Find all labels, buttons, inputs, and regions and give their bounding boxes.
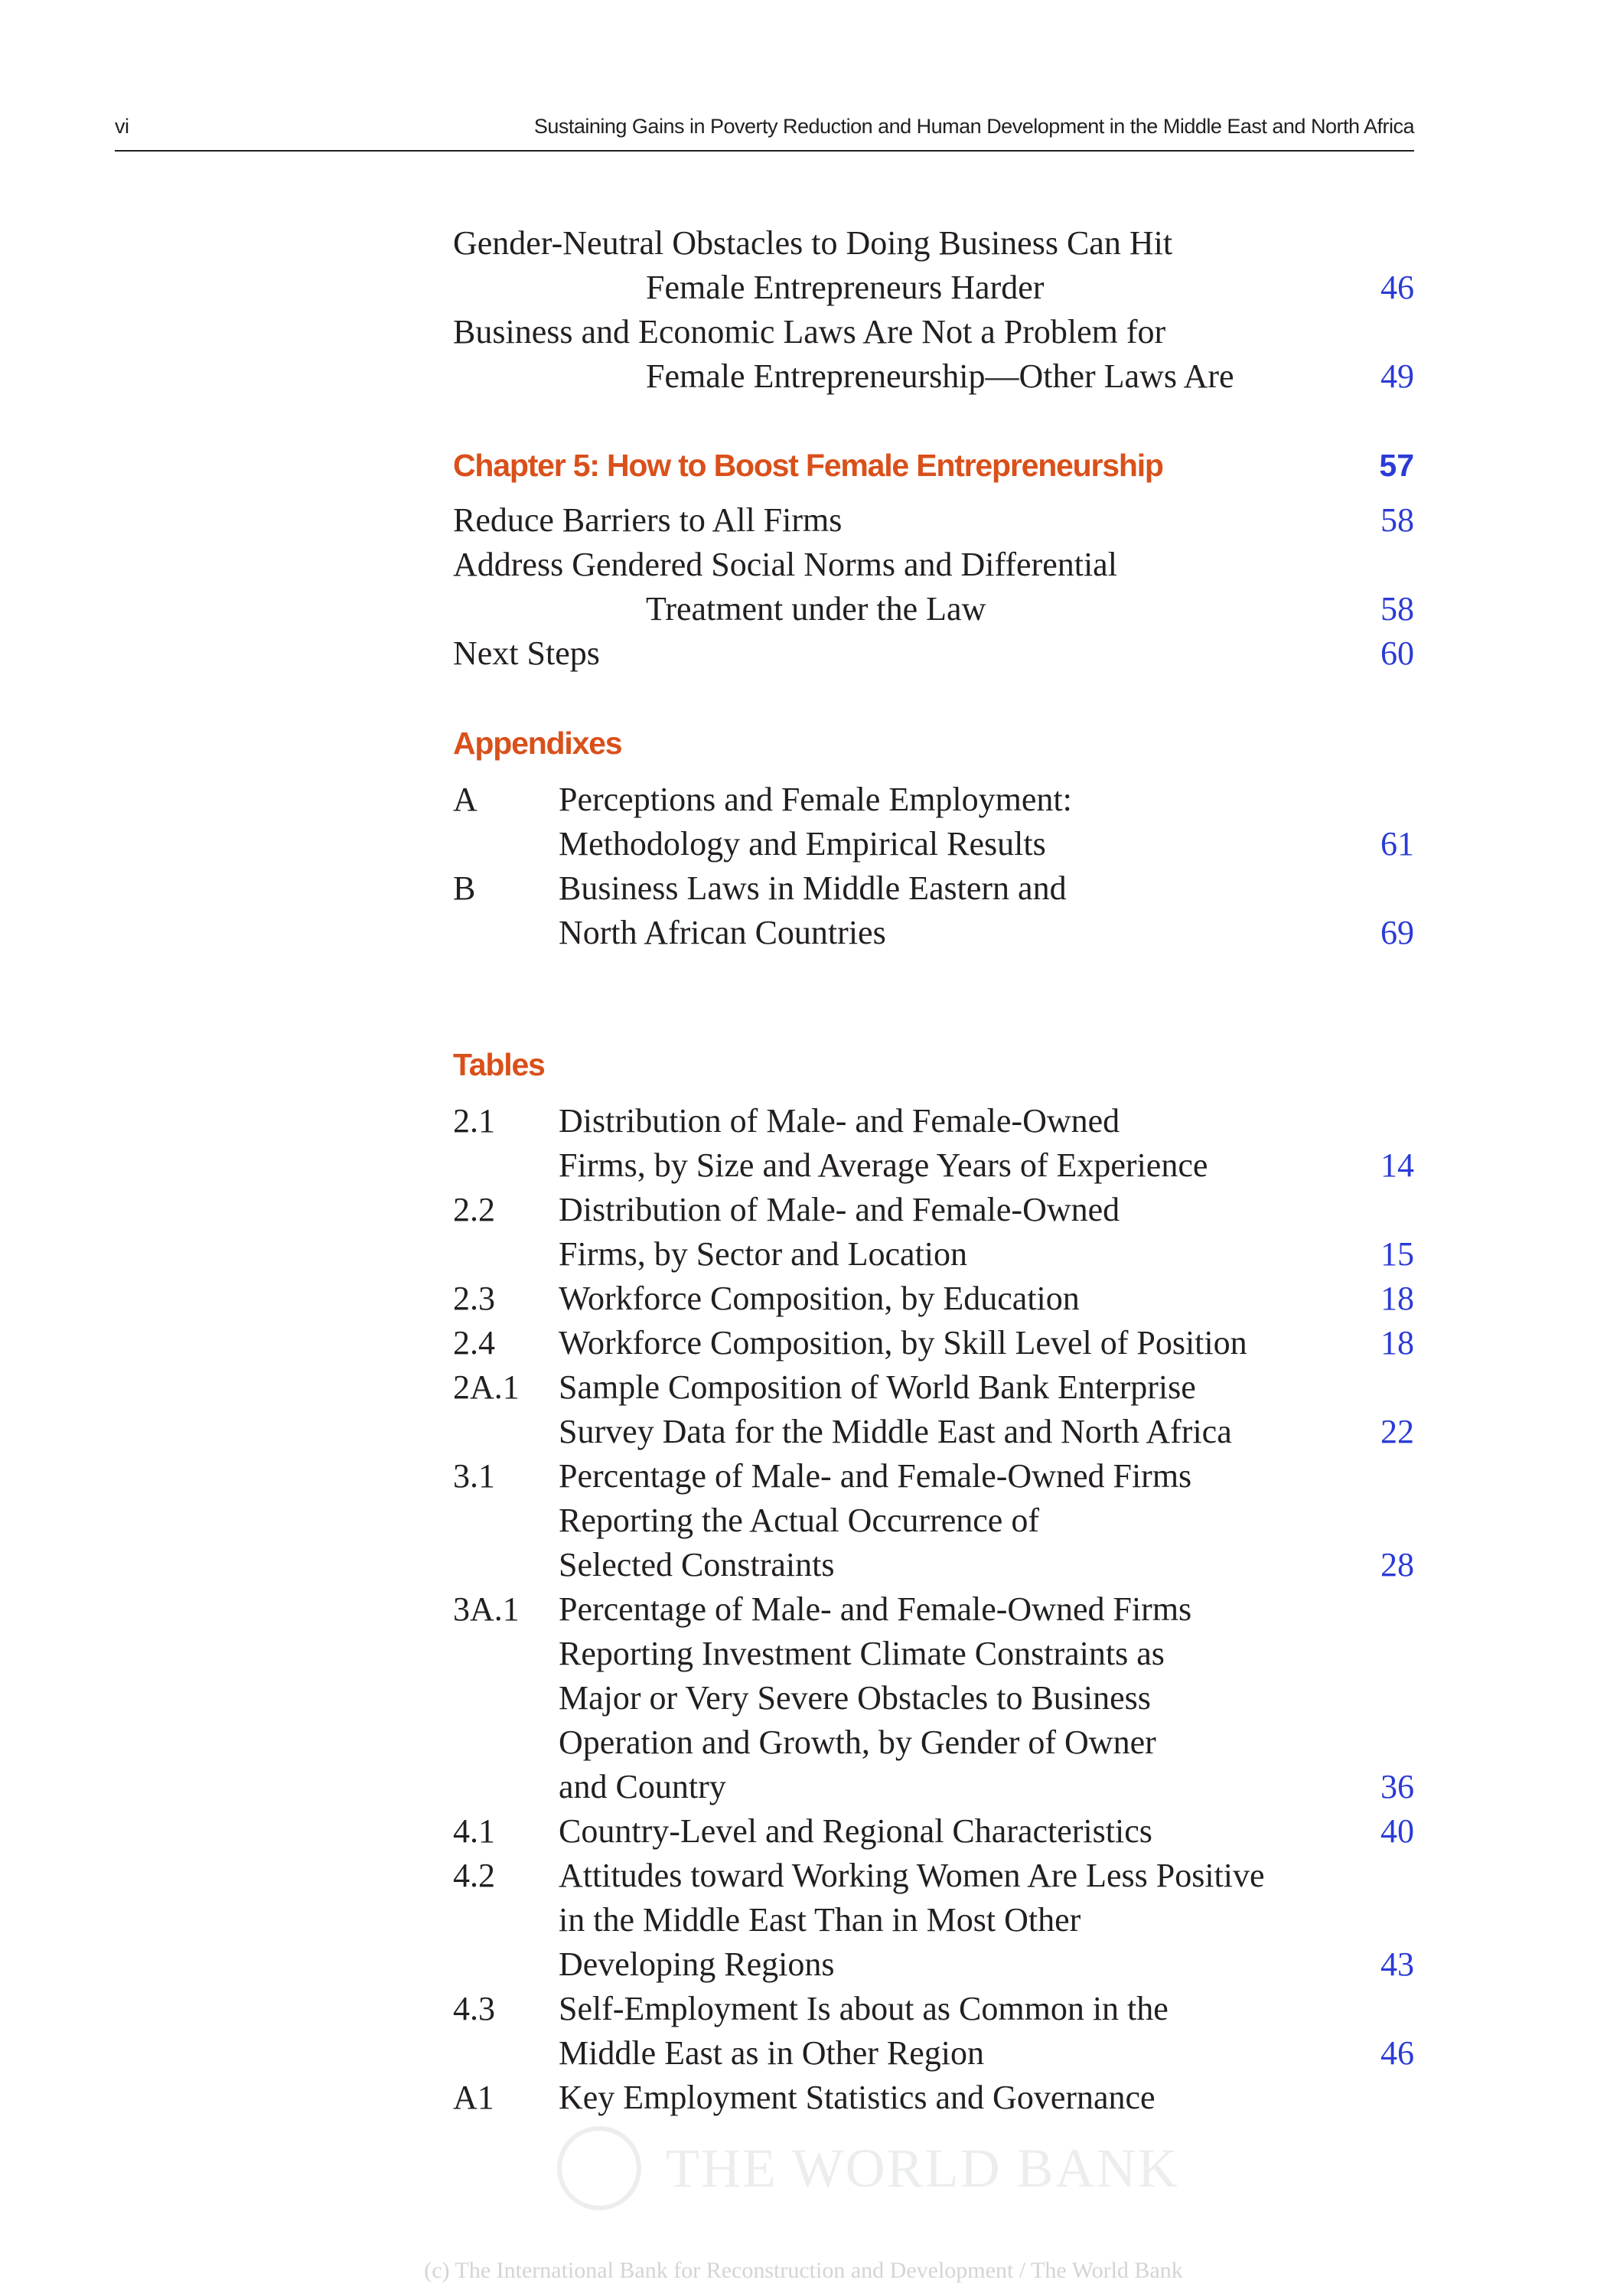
toc-page-number[interactable]: 43 xyxy=(1380,1945,1414,1983)
toc-entry-line[interactable] xyxy=(453,1454,1414,1499)
toc-entry-label: 2.1 xyxy=(453,1102,495,1140)
toc-entry-label: 3A.1 xyxy=(453,1590,520,1628)
toc-entry-label: B xyxy=(453,869,476,907)
toc-entry-title: Middle East as in Other Region xyxy=(559,2034,985,2072)
toc-entry-line[interactable] xyxy=(453,822,1414,866)
toc-entry-label: 2.3 xyxy=(453,1280,495,1317)
toc-page-number[interactable]: 40 xyxy=(1380,1812,1414,1850)
toc-entry-line[interactable] xyxy=(453,1898,1414,1942)
toc-entry-label: 2A.1 xyxy=(453,1368,520,1406)
toc-page-number[interactable]: 36 xyxy=(1380,1768,1414,1805)
running-title: Sustaining Gains in Poverty Reduction and Human Development in the Middle East and North Africa xyxy=(533,115,1414,138)
toc-entry-title: Reporting the Actual Occurrence of xyxy=(559,1502,1039,1539)
chapter-5-title: Chapter 5: How to Boost Female Entrepreneurship xyxy=(453,448,1163,483)
watermark-text: THE WORLD BANK xyxy=(666,2138,1179,2199)
toc-entry-title: Gender-Neutral Obstacles to Doing Business Can Hit xyxy=(453,224,1173,262)
copyright-footer: (c) The International Bank for Reconstruction and Development / The World Bank xyxy=(424,2258,1183,2283)
chapter-5-page-number[interactable]: 57 xyxy=(1379,448,1414,483)
toc-entry-title: Female Entrepreneurs Harder xyxy=(646,269,1045,306)
toc-entry-line[interactable] xyxy=(453,1809,1414,1854)
tables-heading xyxy=(453,1042,1414,1088)
toc-entry-title: North African Countries xyxy=(559,914,886,951)
toc-entry-label: 2.2 xyxy=(453,1191,495,1228)
toc-entry-line[interactable] xyxy=(453,2031,1414,2076)
toc-entry-title: Self-Employment Is about as Common in the xyxy=(559,1990,1169,2027)
toc-entry-label: 4.2 xyxy=(453,1857,495,1894)
toc-entry-title: Country-Level and Regional Characteristics xyxy=(559,1812,1152,1850)
toc-entry-line[interactable] xyxy=(453,266,1414,310)
toc-entry-title: Treatment under the Law xyxy=(646,590,986,628)
toc-page-number[interactable]: 18 xyxy=(1380,1324,1414,1362)
toc-entry-label: 3.1 xyxy=(453,1457,495,1495)
chapter-5-heading[interactable] xyxy=(453,442,1414,488)
toc-entry-title: and Country xyxy=(559,1768,726,1805)
toc-page-number[interactable]: 22 xyxy=(1380,1413,1414,1450)
toc-entry-title: Sample Composition of World Bank Enterprise xyxy=(559,1368,1196,1406)
toc-entry-line[interactable] xyxy=(453,498,1414,543)
toc-entry-title: Workforce Composition, by Skill Level of Position xyxy=(559,1324,1247,1362)
toc-entry-line[interactable] xyxy=(453,1854,1414,1898)
toc-entry-label: 2.4 xyxy=(453,1324,495,1362)
toc-entry-title: Reduce Barriers to All Firms xyxy=(453,501,843,539)
page-folio: vi xyxy=(115,115,129,138)
toc-entry-line[interactable] xyxy=(453,1188,1414,1232)
toc-page-number[interactable]: 60 xyxy=(1380,634,1414,672)
toc-entry-title: Percentage of Male- and Female-Owned Firms xyxy=(559,1457,1192,1495)
toc-entry-title: Business Laws in Middle Eastern and xyxy=(559,869,1067,907)
toc-entry-line[interactable] xyxy=(453,587,1414,631)
toc-entry-title: in the Middle East Than in Most Other xyxy=(559,1901,1081,1939)
toc-entry-line[interactable] xyxy=(453,1587,1414,1632)
globe-icon xyxy=(557,2126,641,2210)
toc-entry-line[interactable] xyxy=(453,2076,1414,2120)
toc-entry-title: Operation and Growth, by Gender of Owner xyxy=(559,1724,1156,1761)
toc-entry-line[interactable] xyxy=(453,1099,1414,1143)
toc-entry-title: Distribution of Male- and Female-Owned xyxy=(559,1102,1120,1140)
toc-entry-label: 4.1 xyxy=(453,1812,495,1850)
toc-entry-line[interactable] xyxy=(453,1499,1414,1543)
toc-entry-line[interactable] xyxy=(453,631,1414,676)
toc-entry-line[interactable] xyxy=(453,543,1414,587)
toc-entry-line[interactable] xyxy=(453,221,1414,266)
toc-entry-line[interactable] xyxy=(453,1942,1414,1987)
toc-entry-title: Developing Regions xyxy=(559,1945,835,1983)
toc-entry-line[interactable] xyxy=(453,1676,1414,1720)
toc-page-number[interactable]: 18 xyxy=(1380,1280,1414,1317)
toc-entry-line[interactable] xyxy=(453,1232,1414,1277)
toc-page-number[interactable]: 46 xyxy=(1380,2034,1414,2072)
toc-page-number[interactable]: 28 xyxy=(1380,1546,1414,1583)
toc-entry-title: Key Employment Statistics and Governance xyxy=(559,2079,1156,2116)
toc-entry-title: Reporting Investment Climate Constraints as xyxy=(559,1635,1165,1672)
tables-title: Tables xyxy=(453,1047,545,1082)
toc-page-number[interactable]: 15 xyxy=(1380,1235,1414,1273)
toc-page-number[interactable]: 49 xyxy=(1380,357,1414,395)
toc-entry-title: Firms, by Sector and Location xyxy=(559,1235,968,1273)
toc-entry-title: Survey Data for the Middle East and North Africa xyxy=(559,1413,1232,1450)
toc-entry-line[interactable] xyxy=(453,866,1414,911)
toc-entry-title: Selected Constraints xyxy=(559,1546,835,1583)
toc-entry-line[interactable] xyxy=(453,778,1414,822)
toc-entry-line[interactable] xyxy=(453,354,1414,399)
toc-entry-title: Perceptions and Female Employment: xyxy=(559,781,1072,818)
toc-entry-line[interactable] xyxy=(453,1765,1414,1809)
toc-entry-title: Methodology and Empirical Results xyxy=(559,825,1046,863)
toc-entry-line[interactable] xyxy=(453,310,1414,354)
toc-page-number[interactable]: 69 xyxy=(1380,914,1414,951)
toc-entry-line[interactable] xyxy=(453,1410,1414,1454)
appendixes-title: Appendixes xyxy=(453,726,622,761)
toc-entry-title: Attitudes toward Working Women Are Less Positive xyxy=(559,1857,1265,1894)
toc-entry-title: Workforce Composition, by Education xyxy=(559,1280,1080,1317)
toc-entry-line[interactable] xyxy=(453,1543,1414,1587)
toc-page-number[interactable]: 46 xyxy=(1380,269,1414,306)
toc-page-number[interactable]: 14 xyxy=(1380,1146,1414,1184)
toc-page-number[interactable]: 58 xyxy=(1380,501,1414,539)
toc-entry-line[interactable] xyxy=(453,1321,1414,1365)
toc-page-number[interactable]: 61 xyxy=(1380,825,1414,863)
toc-page-number[interactable]: 58 xyxy=(1380,590,1414,628)
toc-entry-title: Next Steps xyxy=(453,634,600,672)
toc-entry-label: A xyxy=(453,781,478,818)
toc-entry-line[interactable] xyxy=(453,1365,1414,1410)
toc-entry-line[interactable] xyxy=(453,911,1414,955)
toc-entry-title: Major or Very Severe Obstacles to Business xyxy=(559,1679,1151,1717)
toc-entry-line[interactable] xyxy=(453,1143,1414,1188)
toc-entry-line[interactable] xyxy=(453,1987,1414,2031)
toc-entry-title: Distribution of Male- and Female-Owned xyxy=(559,1191,1120,1228)
toc-entry-title: Business and Economic Laws Are Not a Problem for xyxy=(453,313,1166,351)
toc-entry-title: Address Gendered Social Norms and Differential xyxy=(453,546,1117,583)
running-header xyxy=(115,112,1414,152)
world-bank-watermark xyxy=(557,2120,1179,2219)
toc-entry-line[interactable] xyxy=(453,1720,1414,1765)
toc-entry-line[interactable] xyxy=(453,1632,1414,1676)
toc-entry-title: Firms, by Size and Average Years of Experience xyxy=(559,1146,1208,1184)
toc-entry-title: Percentage of Male- and Female-Owned Firms xyxy=(559,1590,1192,1628)
appendixes-heading xyxy=(453,720,1414,766)
toc-entry-line[interactable] xyxy=(453,1277,1414,1321)
toc-entry-label: 4.3 xyxy=(453,1990,495,2027)
toc-entry-title: Female Entrepreneurship—Other Laws Are xyxy=(646,357,1234,395)
toc-entry-label: A1 xyxy=(453,2079,494,2116)
